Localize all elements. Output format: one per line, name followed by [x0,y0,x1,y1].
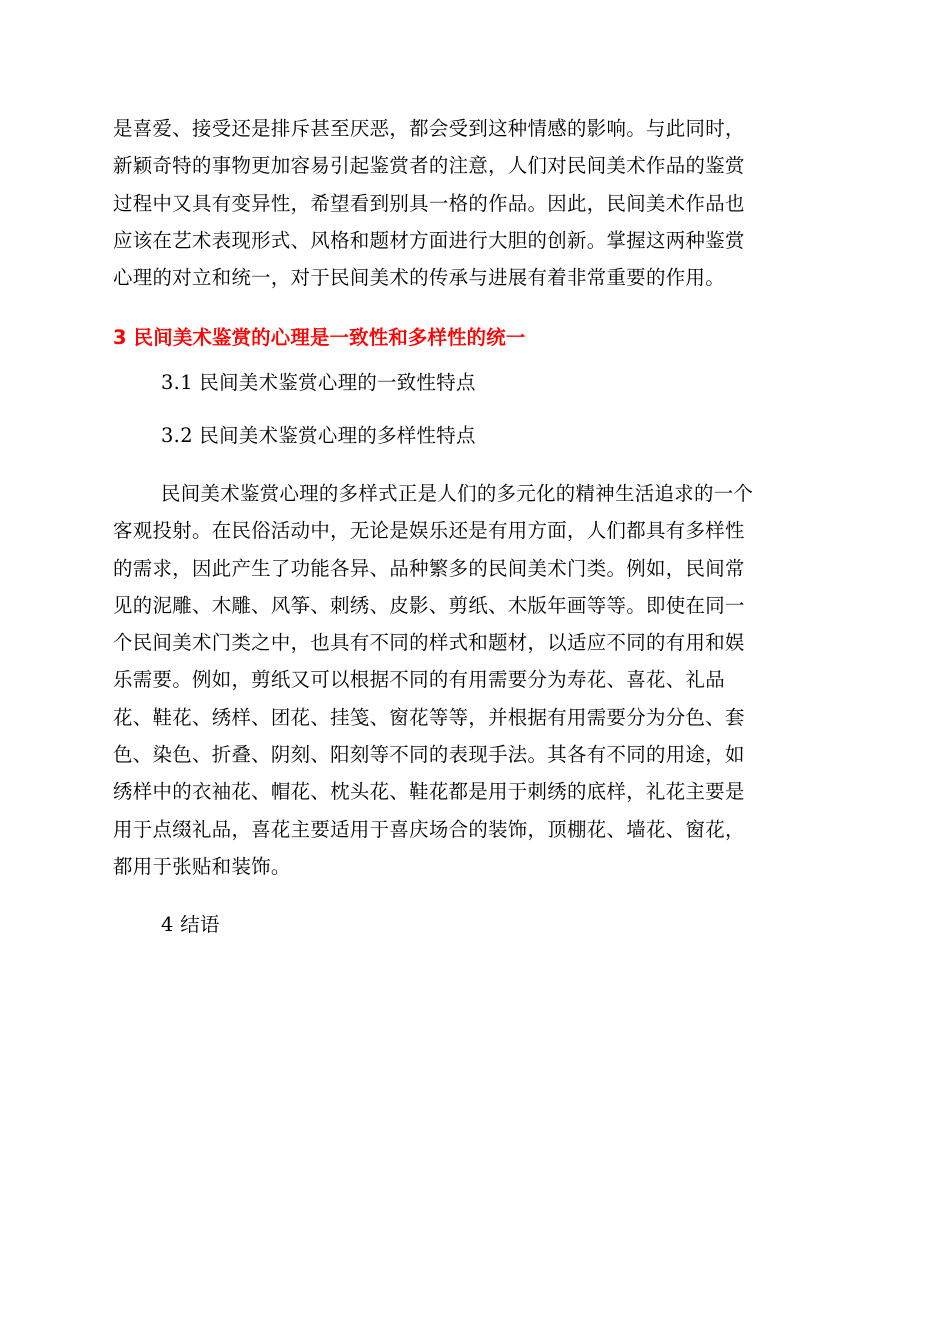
subsection-3-2-heading: 3.2 民间美术鉴赏心理的多样性特点 [161,424,476,447]
paragraph-line: 的需求，因此产生了功能各异、品种繁多的民间美术门类。例如，民间常 [113,556,745,580]
paragraph-line: 心理的对立和统一，对于民间美术的传承与进展有着非常重要的作用。 [113,266,725,290]
paragraph-line: 色、染色、折叠、阴刻、阳刻等不同的表现手法。其各有不同的用途，如 [113,743,745,767]
paragraph-line: 是喜爱、接受还是排斥甚至厌恶，都会受到这种情感的影响。与此同时， [113,117,745,140]
paragraph-line: 绣样中的衣袖花、帽花、枕头花、鞋花都是用于刺绣的底样，礼花主要是 [113,780,745,804]
body-paragraph-2 [113,475,833,885]
paragraph-line: 乐需要。例如，剪纸又可以根据不同的有用需要分为寿花、喜花、礼品 [113,668,725,692]
subsection-3-1-heading: 3.1 民间美术鉴赏心理的一致性特点 [161,371,476,394]
paragraph-line: 过程中又具有变异性，希望看到别具一格的作品。因此，民间美术作品也 [113,191,745,215]
paragraph-line: 花、鞋花、绣样、团花、挂笺、窗花等等，并根据有用需要分为分色、套 [113,705,745,729]
section-4-heading: 4 结语 [161,913,220,936]
paragraph-line: 个民间美术门类之中，也具有不同的样式和题材，以适应不同的有用和娱 [113,631,745,655]
paragraph-line: 都用于张贴和装饰。 [113,854,291,878]
section-3-heading: 3 民间美术鉴赏的心理是一致性和多样性的统一 [113,326,526,349]
paragraph-line: 应该在艺术表现形式、风格和题材方面进行大胆的创新。掌握这两种鉴赏 [113,228,745,252]
paragraph-line: 用于点缀礼品，喜花主要适用于喜庆场合的装饰，顶棚花、墙花、窗花， [113,817,745,841]
paragraph-line: 新颖奇特的事物更加容易引起鉴赏者的注意，人们对民间美术作品的鉴赏 [113,154,745,178]
paragraph-line: 见的泥雕、木雕、风筝、刺绣、皮影、剪纸、木版年画等等。即使在同一 [113,593,745,617]
body-paragraph-1 [113,110,833,296]
paragraph-line: 民间美术鉴赏心理的多样式正是人们的多元化的精神生活追求的一个 [161,482,754,505]
paragraph-line: 客观投射。在民俗活动中，无论是娱乐还是有用方面，人们都具有多样性 [113,519,745,543]
